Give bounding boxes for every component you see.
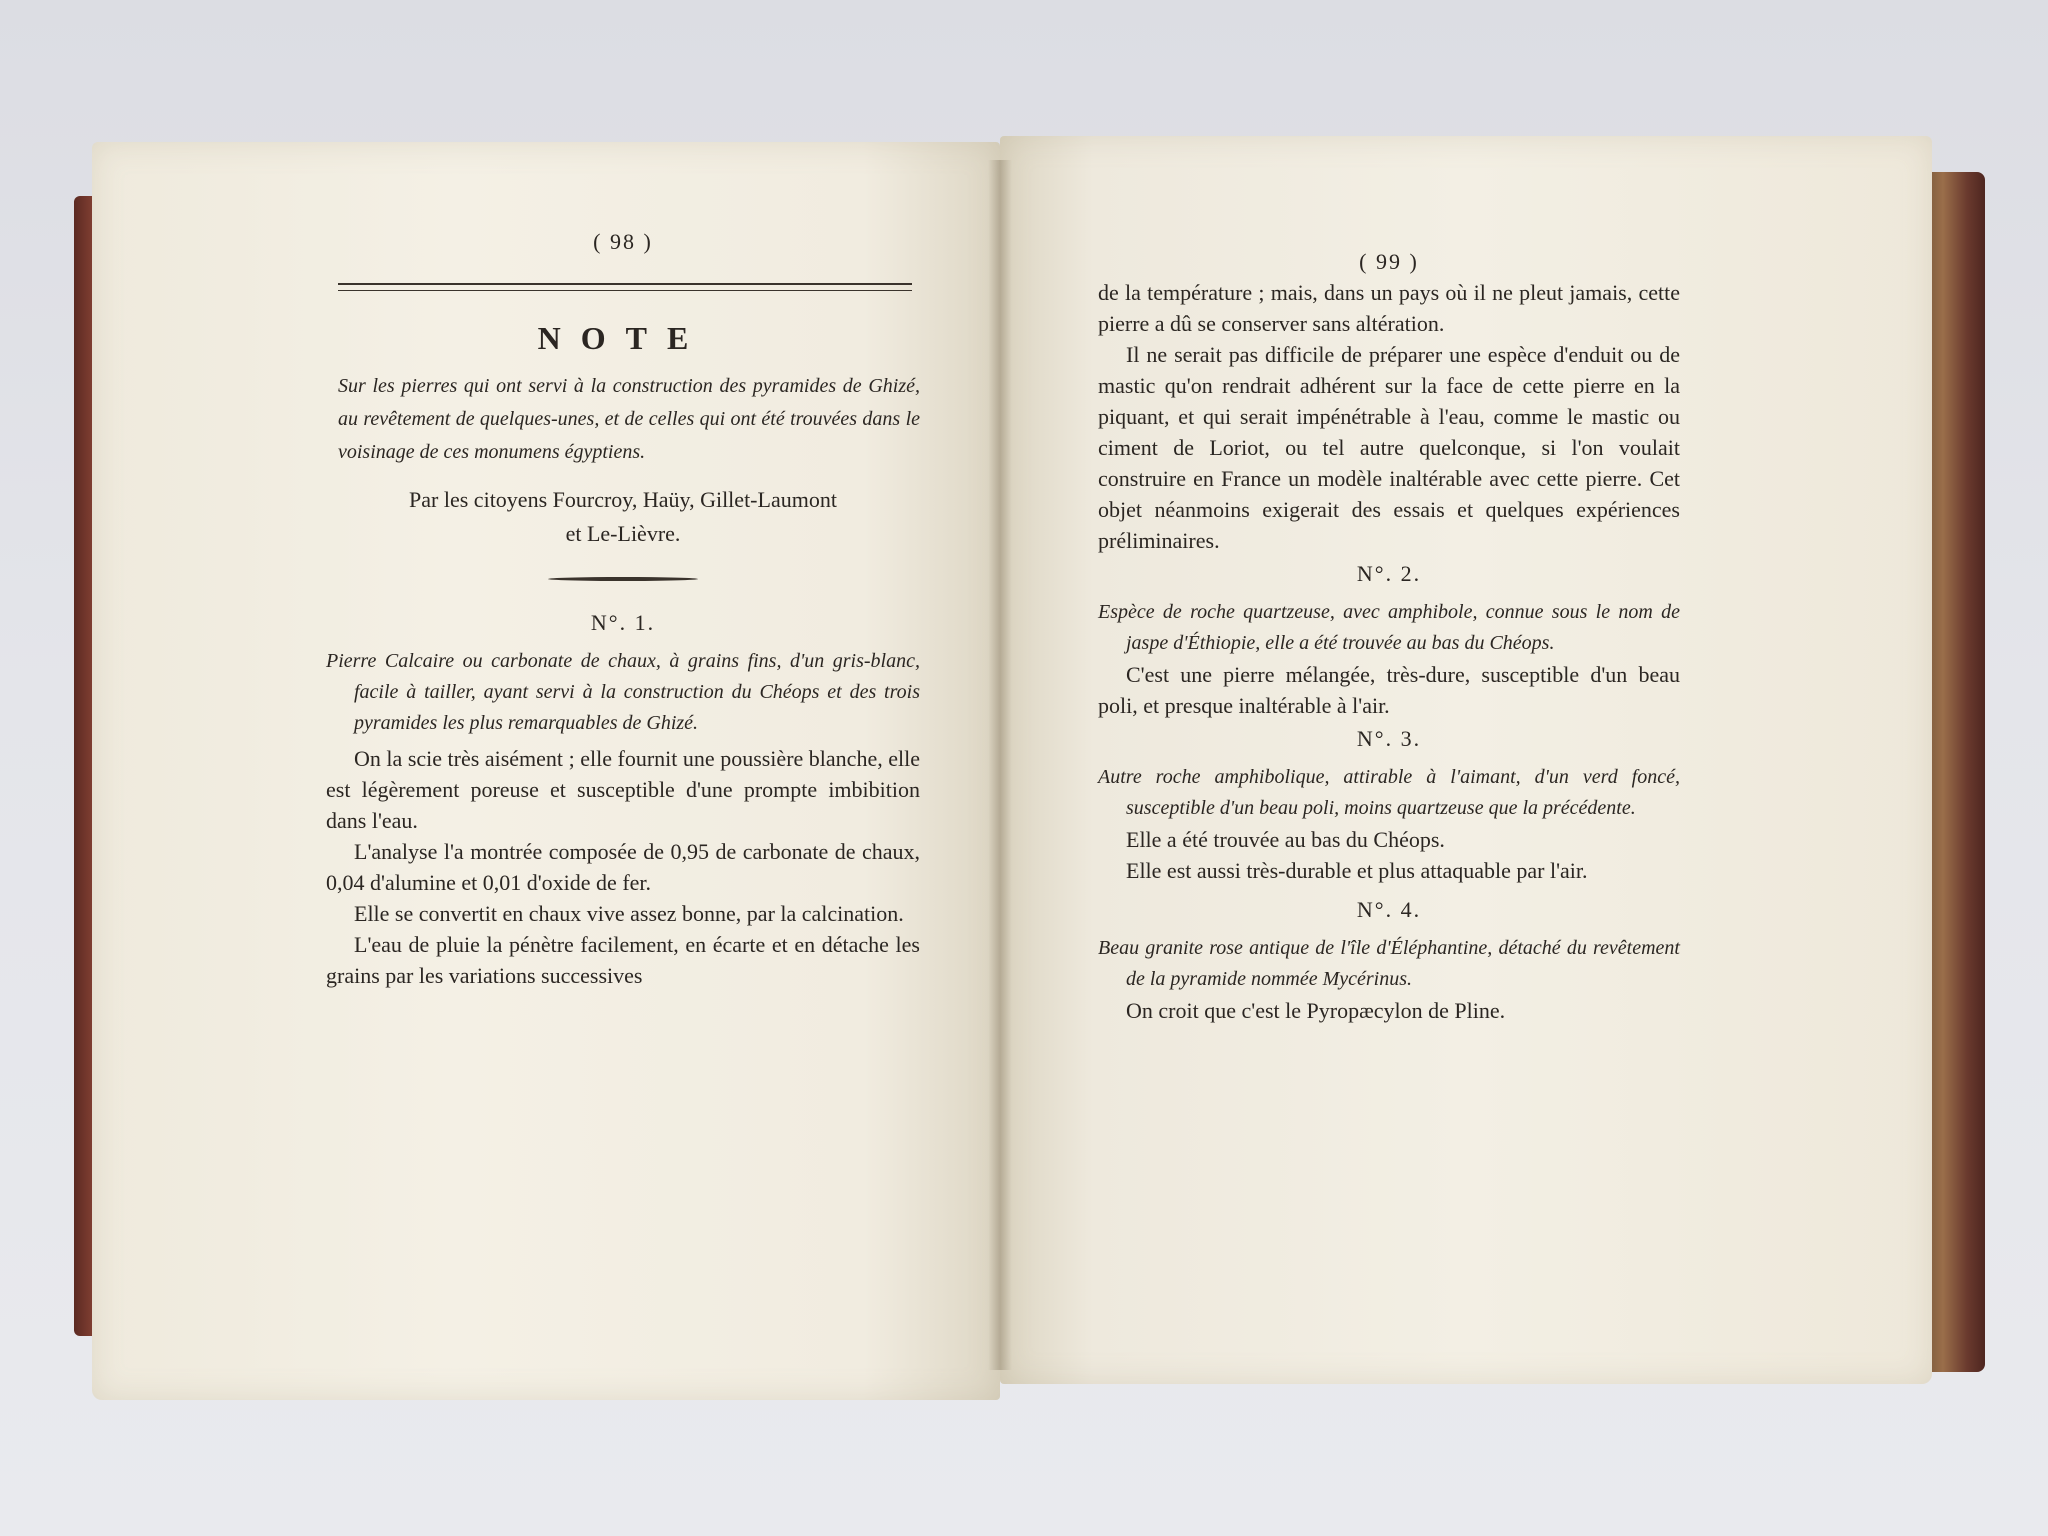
section-heading-no1: N°. 1. <box>590 610 656 635</box>
no3-description: Autre roche amphibolique, attirable à l'aimant, d'un verd foncé, susceptible d'un beau poli, moins quartzeuse que la précédente. <box>1098 766 1680 819</box>
paragraph: Elle se convertit en chaux vive assez bonne, par la calcination. <box>354 901 904 926</box>
authors-line-1: Par les citoyens Fourcroy, Haüy, Gillet-Laumont <box>409 487 837 512</box>
paragraph: L'analyse l'a montrée composée de 0,95 de carbonate de chaux, 0,04 d'alumine et 0,01 d'oxide de fer. <box>326 839 920 895</box>
paragraph: de la température ; mais, dans un pays où il ne pleut jamais, cette pierre a dû se conserver sans altération. <box>1098 280 1680 336</box>
authors-line-2: et Le-Lièvre. <box>565 521 681 546</box>
book-gutter <box>988 160 1012 1370</box>
paragraph: Elle a été trouvée au bas du Chéops. <box>1126 827 1445 852</box>
right-cover-edge <box>1925 172 1985 1372</box>
page-number-left: ( 98 ) <box>593 229 653 254</box>
no2-description: Espèce de roche quartzeuse, avec amphibole, connue sous le nom de jaspe d'Éthiopie, elle a été trouvée au bas du Chéops. <box>1098 601 1680 654</box>
no4-description: Beau granite rose antique de l'île d'Éléphantine, détaché du revêtement de la pyramide nommée Mycérinus. <box>1098 937 1680 990</box>
no1-description: Pierre Calcaire ou carbonate de chaux, à grains fins, d'un gris-blanc, facile à tailler, ayant servi à la construction du Chéops et des trois pyramides les plus remarquables de Ghizé. <box>326 650 920 734</box>
paragraph: Il ne serait pas difficile de préparer une espèce d'enduit ou de mastic qu'on rendrait adhérent sur la face de cette pierre en la piquant, et qui serait impénétrable à l'eau, comme le mastic ou ciment de Loriot, ou tel autre quelconque, si l'on voulait construire en France un modèle inaltérable avec cette pierre. Cet objet néanmoins exigerait des essais et quelques expériences préliminaires. <box>1098 342 1680 553</box>
authors <box>326 483 920 551</box>
section-heading-no4: N°. 4. <box>1356 897 1422 922</box>
note-title: NOTE <box>537 320 709 356</box>
paragraph: C'est une pierre mélangée, très-dure, susceptible d'un beau poli, et presque inaltérable à l'air. <box>1098 662 1680 718</box>
section-heading-no2: N°. 2. <box>1356 561 1422 586</box>
page-number-right: ( 99 ) <box>1359 249 1419 274</box>
paragraph: Elle est aussi très-durable et plus attaquable par l'air. <box>1126 858 1588 883</box>
right-page-text <box>1098 248 1680 1026</box>
left-page-text <box>326 226 920 991</box>
double-rule <box>338 283 912 291</box>
section-divider <box>548 577 698 581</box>
section-heading-no3: N°. 3. <box>1356 726 1422 751</box>
note-subtitle: Sur les pierres qui ont servi à la construction des pyramides de Ghizé, au revêtement de quelques-unes, et de celles qui ont été trouvées dans le voisinage de ces monumens égyptiens. <box>338 375 920 463</box>
paragraph: On croit que c'est le Pyropæcylon de Pline. <box>1126 998 1506 1023</box>
paragraph: On la scie très aisément ; elle fournit une poussière blanche, elle est légèrement poreuse et susceptible d'une prompte imbibition dans l'eau. <box>326 746 920 833</box>
paragraph: L'eau de pluie la pénètre facilement, en écarte et en détache les grains par les variations successives <box>326 932 920 988</box>
